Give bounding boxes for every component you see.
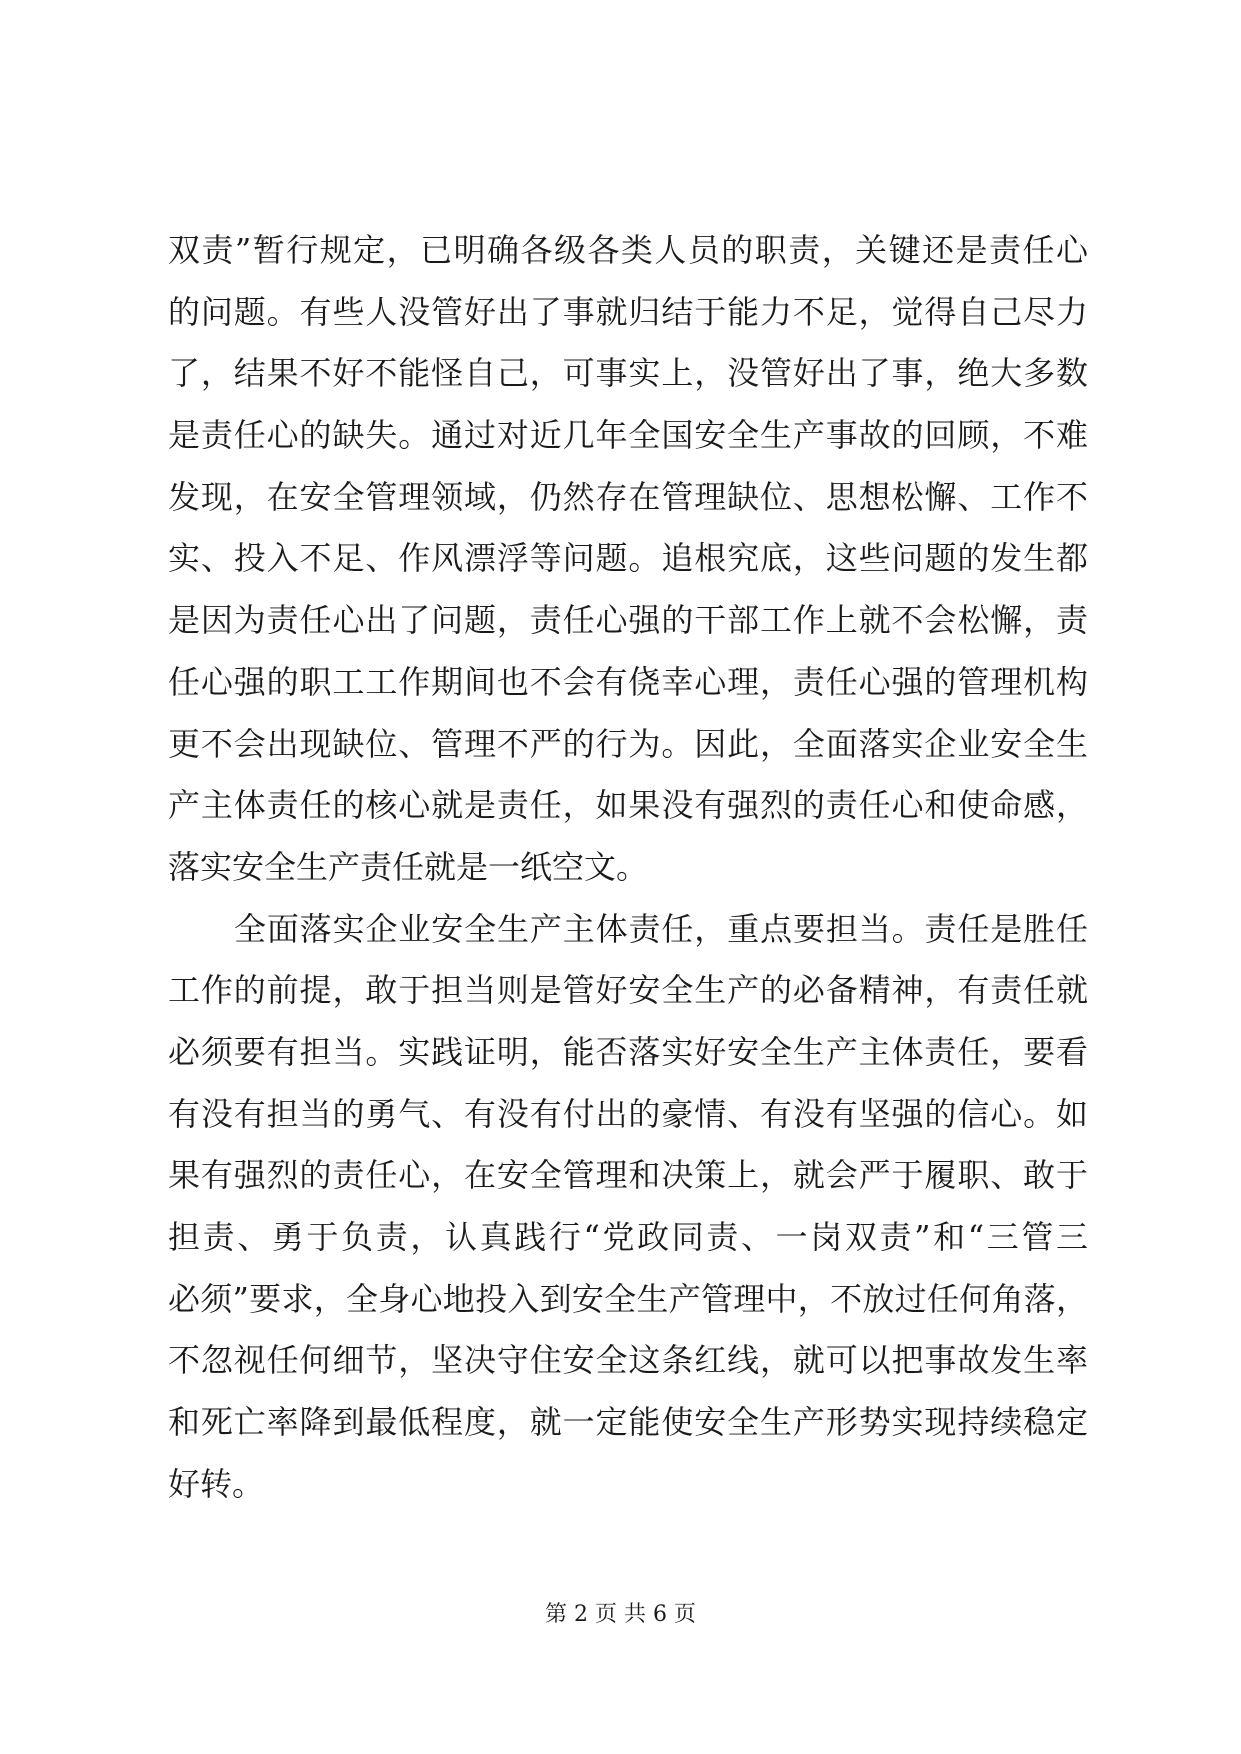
text-line: 实、投入不足、作风漂浮等问题。追根究底，这些问题的发生都: [168, 539, 1088, 578]
text-line: 更不会出现缺位、管理不严的行为。因此，全面落实企业安全生: [168, 724, 1088, 763]
text-line: 了，结果不好不能怪自己，可事实上，没管好出了事，绝大多数: [168, 354, 1088, 393]
text-line: 必须”要求，全身心地投入到安全生产管理中，不放过任何角落，: [168, 1279, 1088, 1318]
text-line: 是因为责任心出了问题，责任心强的干部工作上就不会松懈，责: [168, 601, 1088, 640]
text-line: 果有强烈的责任心，在安全管理和决策上，就会严于履职、敢于: [168, 1156, 1088, 1195]
text-line: 双责”暂行规定，已明确各级各类人员的职责，关键还是责任心: [168, 231, 1088, 269]
text-line: 不忽视任何细节，坚决守住安全这条红线，就可以把事故发生率: [168, 1341, 1088, 1380]
text-line: 落实安全生产责任就是一纸空文。: [168, 847, 649, 886]
text-line: 是责任心的缺失。通过对近几年全国安全生产事故的回顾，不难: [168, 416, 1088, 455]
body-text: [168, 228, 1088, 1523]
text-line: 有没有担当的勇气、有没有付出的豪情、有没有坚强的信心。如: [168, 1094, 1088, 1133]
text-line: 必须要有担当。实践证明，能否落实好安全生产主体责任，要看: [168, 1032, 1088, 1071]
text-line: 全面落实企业安全生产主体责任，重点要担当。责任是胜任: [234, 909, 1088, 948]
text-line: 任心强的职工工作期间也不会有侥幸心理，责任心强的管理机构: [168, 662, 1088, 701]
text-line: 产主体责任的核心就是责任，如果没有强烈的责任心和使命感，: [168, 786, 1088, 825]
text-line: 工作的前提，敢于担当则是管好安全生产的必备精神，有责任就: [168, 971, 1088, 1010]
text-line: 和死亡率降到最低程度，就一定能使安全生产形势实现持续稳定: [168, 1403, 1088, 1442]
text-line: 担责、勇于负责，认真践行“党政同责、一岗双责”和“三管三: [168, 1218, 1088, 1256]
text-line: 发现，在安全管理领域，仍然存在管理缺位、思想松懈、工作不: [168, 477, 1088, 516]
text-line: 的问题。有些人没管好出了事就归结于能力不足，觉得自己尽力: [168, 292, 1088, 331]
page-footer: 第 2 页 共 6 页: [545, 1602, 696, 1627]
text-line: 好转。: [168, 1464, 265, 1503]
